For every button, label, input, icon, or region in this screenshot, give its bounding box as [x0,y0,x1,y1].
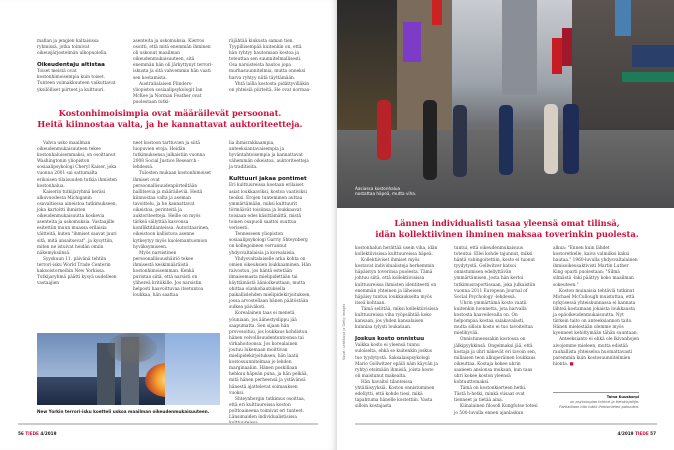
divider [18,423,318,425]
paragraph: Onnistuneessakin kostossa on jälkipyykkinsä. Ongelmaksi jää, että kostaja ja uhri näkevät eri tavoin sen, millaisen teon alkuperäinen loukkaus oikeuttaa. Kostaja kokee uhrin saaneen ansionsa mukaan, kun taas uhri kokee koston yleensä kohtuuttomaksi. [454,337,537,386]
paragraph: kostonhalun herättää usein viha, idän kollektiivisissa kulttuureissa häpeä. [355,246,438,258]
top-column-1 [37,39,117,99]
body-column-1 [355,246,439,418]
paragraph: Yhtä lailla kostosta pidättyvilläkin on yhteisiä piirteitä. He ovat normaa- [229,81,311,93]
right-page [337,0,674,450]
caption-line: Aasiassa kostonhalua [355,186,401,191]
pull-quote-line: idän kollektiivinen ihminen maksaa toverinkin puolesta. [375,228,639,239]
subheading: Joskus kosto onnistuu [355,336,425,343]
paragraph: Uhrin ymmärtämä kosto vaatii kuitenkin luonnetta, jota harvalla kostosta haaveilevalla on. On helpompaa kostaa salakavalasti, mutta silloin kosto ei tuo tavoiteltua mielihyvää. [454,300,533,337]
paragraph: Tämä on kostonkierteen hetki. Tästä h-hetki, minkä viisaat ovat tienneet ja tietää aina. [454,386,527,404]
paragraph: mafian ja jengien kaltaisissa ryhmissä, jotka toimivat oikeusjärjestelmän ulkopuolella. [37,39,108,57]
top-column-3 [229,39,311,97]
body-column-3 [553,246,639,386]
paragraph: Syyskuun 11. päivänä tehtiin terrori-isku World Trade Centerin kaksoistorneihin New Yorkissa. Tutkijaryhmä päätti kysyä uudelleen vastaajien [37,256,117,287]
paragraph: tuntui, että oikeudenmukaisuus toteutui. Ellei kohde tajunnut, miksi häntä vahingoitettiin, kosto ei tuonut tyydytystä. Gollwitzer katsoi onnistumisen edellyttävän ymmärtämisen, josta hän kertoi tutkimusraportissaan, joka julkaistiin vuonna 2011 European Journal of Social Psychology -lehdessä. [454,246,536,300]
paragraph: Tennesseen yliopiston sosiaalipsykologi Garriy Shteynberg on kollegoineen verrannut yhdysvaltalaisia ja korealaisia. [229,232,308,256]
issue-number: 4/2019 [40,431,57,436]
photo-caption [355,186,416,196]
body-column-2 [454,246,538,418]
body-column-2 [133,141,213,329]
paragraph: Vaikka kosto ei yleensä tunnu suloiselta, ehkä se kuitenkin joskus tuo tyydytystä. Saksalaispsykologi Mario Gollwitzer epäili näin käyvän ja ryhtyi etsimään ihmisiä, joista kosto oli maistunut makealta. [355,343,438,379]
page-number: 57 [650,431,656,436]
paragraph: Kiinalainen filosofi Kungfutse totesi jo 500-luvulla ennen ajanlaskun [454,404,538,416]
paragraph: Tulosten mukaan kostonhimoiset ihmiset ovat persoonallisuudenpiirteiltään hallitsevia ja määräileviä. Heitä kiinnostaa valta ja aseman tavoittelu, ja he kannattavat oikeistoa, perinteitä ja auktoriteetteja. Heille on myös tärkeä säilyttää kasvonsa konfliktitilanteissa. Autoritaarinen, oikeistoon kallistuva asenne kytkeytyy myös kuolemantuomion hyväksymiseen. [133,171,212,250]
photo-caption: New Yorkin terrori-isku koetteli uskoa maailman oikeudenmukaisuuteen. [37,409,210,414]
paragraph: neet kostoon tarttuvien ja siitä luopuvien eroja. Heidän tutkimuksensa julkaistiin vuonna 2008 Social Justice Research -lehdessä. [133,141,205,171]
body-column-1 [37,141,117,329]
paragraph: Yhdysvaltalaiselle arka kohta on omien oikeuksien loukkaaminen. Hän raivostuu, jos häntä estetään ilmaisemasta mielipidettään tai käyttämästä äänioikeuttaan, mutta ohittaa olankohautuksella paikallislehden mielipidekirjoituksen, jossa arvostellaan hänen päätöstään sulkea päiväkoti. [229,256,311,311]
paragraph: Myös narsistinen persoonallisuushäiriö tekee ihmisestä keskimääräistä kostonhimoisemman. Kenkä puristaa siitä, että narsisti on ylihereä kritiikille. Jos narsistin helposti haavoittuvaa itsetuntoa loukkaa, hän saattaa [133,250,204,299]
issue-number: 4/2019 [617,431,634,436]
pull-quote-line: Kostonhimoisimpia ovat määräilevät persoonat. [58,108,282,118]
pull-quote [357,218,657,239]
magazine-name: TIEDE [25,431,39,436]
page-number: 56 [18,431,24,436]
subheading: Oikeudentaju altistaa [37,62,105,69]
paragraph-text: Anteeksianto ei ehkä ole lkivanhojen aivojemme mieleen, mutta edistää rauhallista yhteiselоa huomattavasti paremmin kuin kostosuunnitelmien hionta. [553,337,639,367]
top-column-2 [133,39,213,105]
pull-quote-line: Heitä kiinnostaa valta, ja he kannattavat auktoriteetteja. [37,118,303,129]
paragraph: Eri kulttuureissa koetaan erilaiset asiat loukkaaviksi, kostoa vaativiksi teoiksi. Erojen tunteminen auttaa ymmärtämään, miksi kulttuurit törmäävät toisiinsa ja loukkaavat toisiaan edes käsittämättä, mistä toinen osapuoli saattoi suuttua verisesti. [229,183,307,232]
end-mark-icon: ■ [569,361,574,367]
caption-line: nostattaa häpeä, muttа viha. [355,191,417,196]
paragraph [553,337,639,367]
paragraph: Koston muinaisia tehtäviä tutkinut Michael McCullough muistuttaa, että nykyisessä yhteiskunnassa ei kannata lähteä kostamaan jokaista loukkausta ja epäoikeudenmukaisuutta. Nyt tärkein taito on anteeksiannon taito. Hänen mielestään olemme myös kyenneet kehittymään tähän suuntaan. [553,288,639,337]
divider [355,423,657,425]
paragraph: Kollektiiviset ihmiset myös kostavat individualisteja herkemmin häpäistyn toverinsa puolesta. Tämä johtuu siitä, että kollektiivisissa kulttuureissa ihmisten identiteetti on enemmän yhteinen ja läheisen häpäisy tuntuu loukkaukselta myös itseä kohtaan. [355,258,437,306]
paragraph: Kaiserin tutkijaryhmä keräsi alkuvuodesta Michiganin osavaltiossa aineistoa tutkimukseen, joka kartoitti ihmisten oikeudenmukaisuutta koskevia asenteita ja uskomuksia. Vastaajille esitettiin muun muassa erilaisia väitteitä, kuten "ihmiset saavat juuri sitä, mitä ansaitsevat", ja kysyttiin, miten ne istuivat heidän omiin näkemyksiinsä. [37,189,117,256]
magazine-name: TIEDE [635,431,649,436]
street-photo [337,0,674,208]
pull-quote-line: Lännen individualisti tasaa yleensä omat tilinsä, [394,218,620,228]
paragraph: lia ihmisrakkaampia, anteeksiantavaisempia ja hyväntahtoisempia ja kannattavat vähemmän oikeistoa, auktoriteetteja ja traditioita. [229,141,309,171]
wtc-photo [37,333,220,405]
pull-quote [20,108,320,129]
paragraph: Hän havaitsi tilanteissa yhtäläisyyksiä. Koston onnistuminen edellytti, että kohde tiesi, mikä tapahtuma hänelle kostettiin. Vasta silloin kostajasta [355,379,435,410]
paragraph: asenteita ja uskomuksia. Kierros osoitti, että mitä enemmän ihminen oli uskonut maailman oikeudenmukaisuuteen, sitä enemmän hän oli järkyttynyt terrori-iskusta ja sitä vahvemmin hän vaati sen kostamista. [133,39,213,81]
photo-credit: Kuvat: Lehtikuva ja Getty Images [342,303,346,360]
author-bio: on psykologian tohtori ja tietokirjailija. [569,400,639,404]
folio [18,431,57,436]
body-column-3 [229,141,311,419]
folio [618,431,657,436]
paragraph: Tämä selittää, miksi kollektiivisissa kulttuureissa viha ryöpsähtää koko kansaan, jos yhden kansalaisen kunniaa tylysti loukataan. [355,306,439,331]
subheading: Kulttuuri jakaa pontimet [229,176,307,183]
author-box [553,392,639,410]
paragraph: Toiset meistä ovat kostonhimoisempia kuin toiset. Tunteen voimakkuuteen vaikuttavat yksilölliset piirteet ja kulttuuri. [37,69,116,93]
author-name: Taina Kuuskorpi [606,395,639,399]
paragraph: Korealainen taas ei menetä yöuniaan, jos äänestyslippu jää saapumatta. Sen sijaan hän provosoituu, jos loukkaus kohdistuu hänen velvollisuudentuntoonsa tai virkahoitoonsa. Jos korealainen joutuu lukemaan moittivan mielipidekirjoituksen, hän laatii kostosuunnitelmaa jo lehden marginaaliin. Hänen poskillaan hehkuu häpeän puna, ja hän pelkää, mitä hänen perheensä ja ystävänsä hänestä ajattelevat soimauksen vuoksi. [229,311,308,396]
author-bio: Parhaillaan hän tutkii ihmismielen pahuutta. [559,405,639,409]
paragraph: Australialaisen Flinders-yliopiston sosiaalipsykologit Ian McKee ja Norman Feather ovat puolestaan tutki- [133,81,203,105]
paragraph: alkua: "Ennen kuin lähdet kostoretkelle, kaiva valmiiksi kaksi hautaa." 1960-luvulla yhdysvaltalainen ihmisoikeusaktivisti Martin Luther King oparti puolestaan: "Silmä silmästä -laki päättyy koko maailman sokeuteen." [553,246,638,288]
paragraph: Shteynbergin tutkimus osoittaa, että eri kulttuureissa koston polttoaineena toimivat eri tunteet. Länsimaiden individualistisissa [229,396,306,421]
paragraph: räjähtää kiukusta saman tien. Tyypillisempää kuitenkin on, että hän ryhtyy hautomaan kostoa ja toteuttaa sen suunnitelmallisesti. Osa narsisteista hautoo jopa murhasuunnitelmia, mutta onneksi harva ryhtyy niitä täyttämään. [229,39,306,81]
paragraph: Vahva usko maailman oikeudenmukaisuuteen tekee kostonhaluisemmaksi, on osoittanut Washingtonin yliopiston sosiaalipsykologi Cheryl Kaiser, joka vuonna 2001 sai sattumalta erikoisen tilaisuuden tutkia ihmisten kostonhalua. [37,141,117,189]
